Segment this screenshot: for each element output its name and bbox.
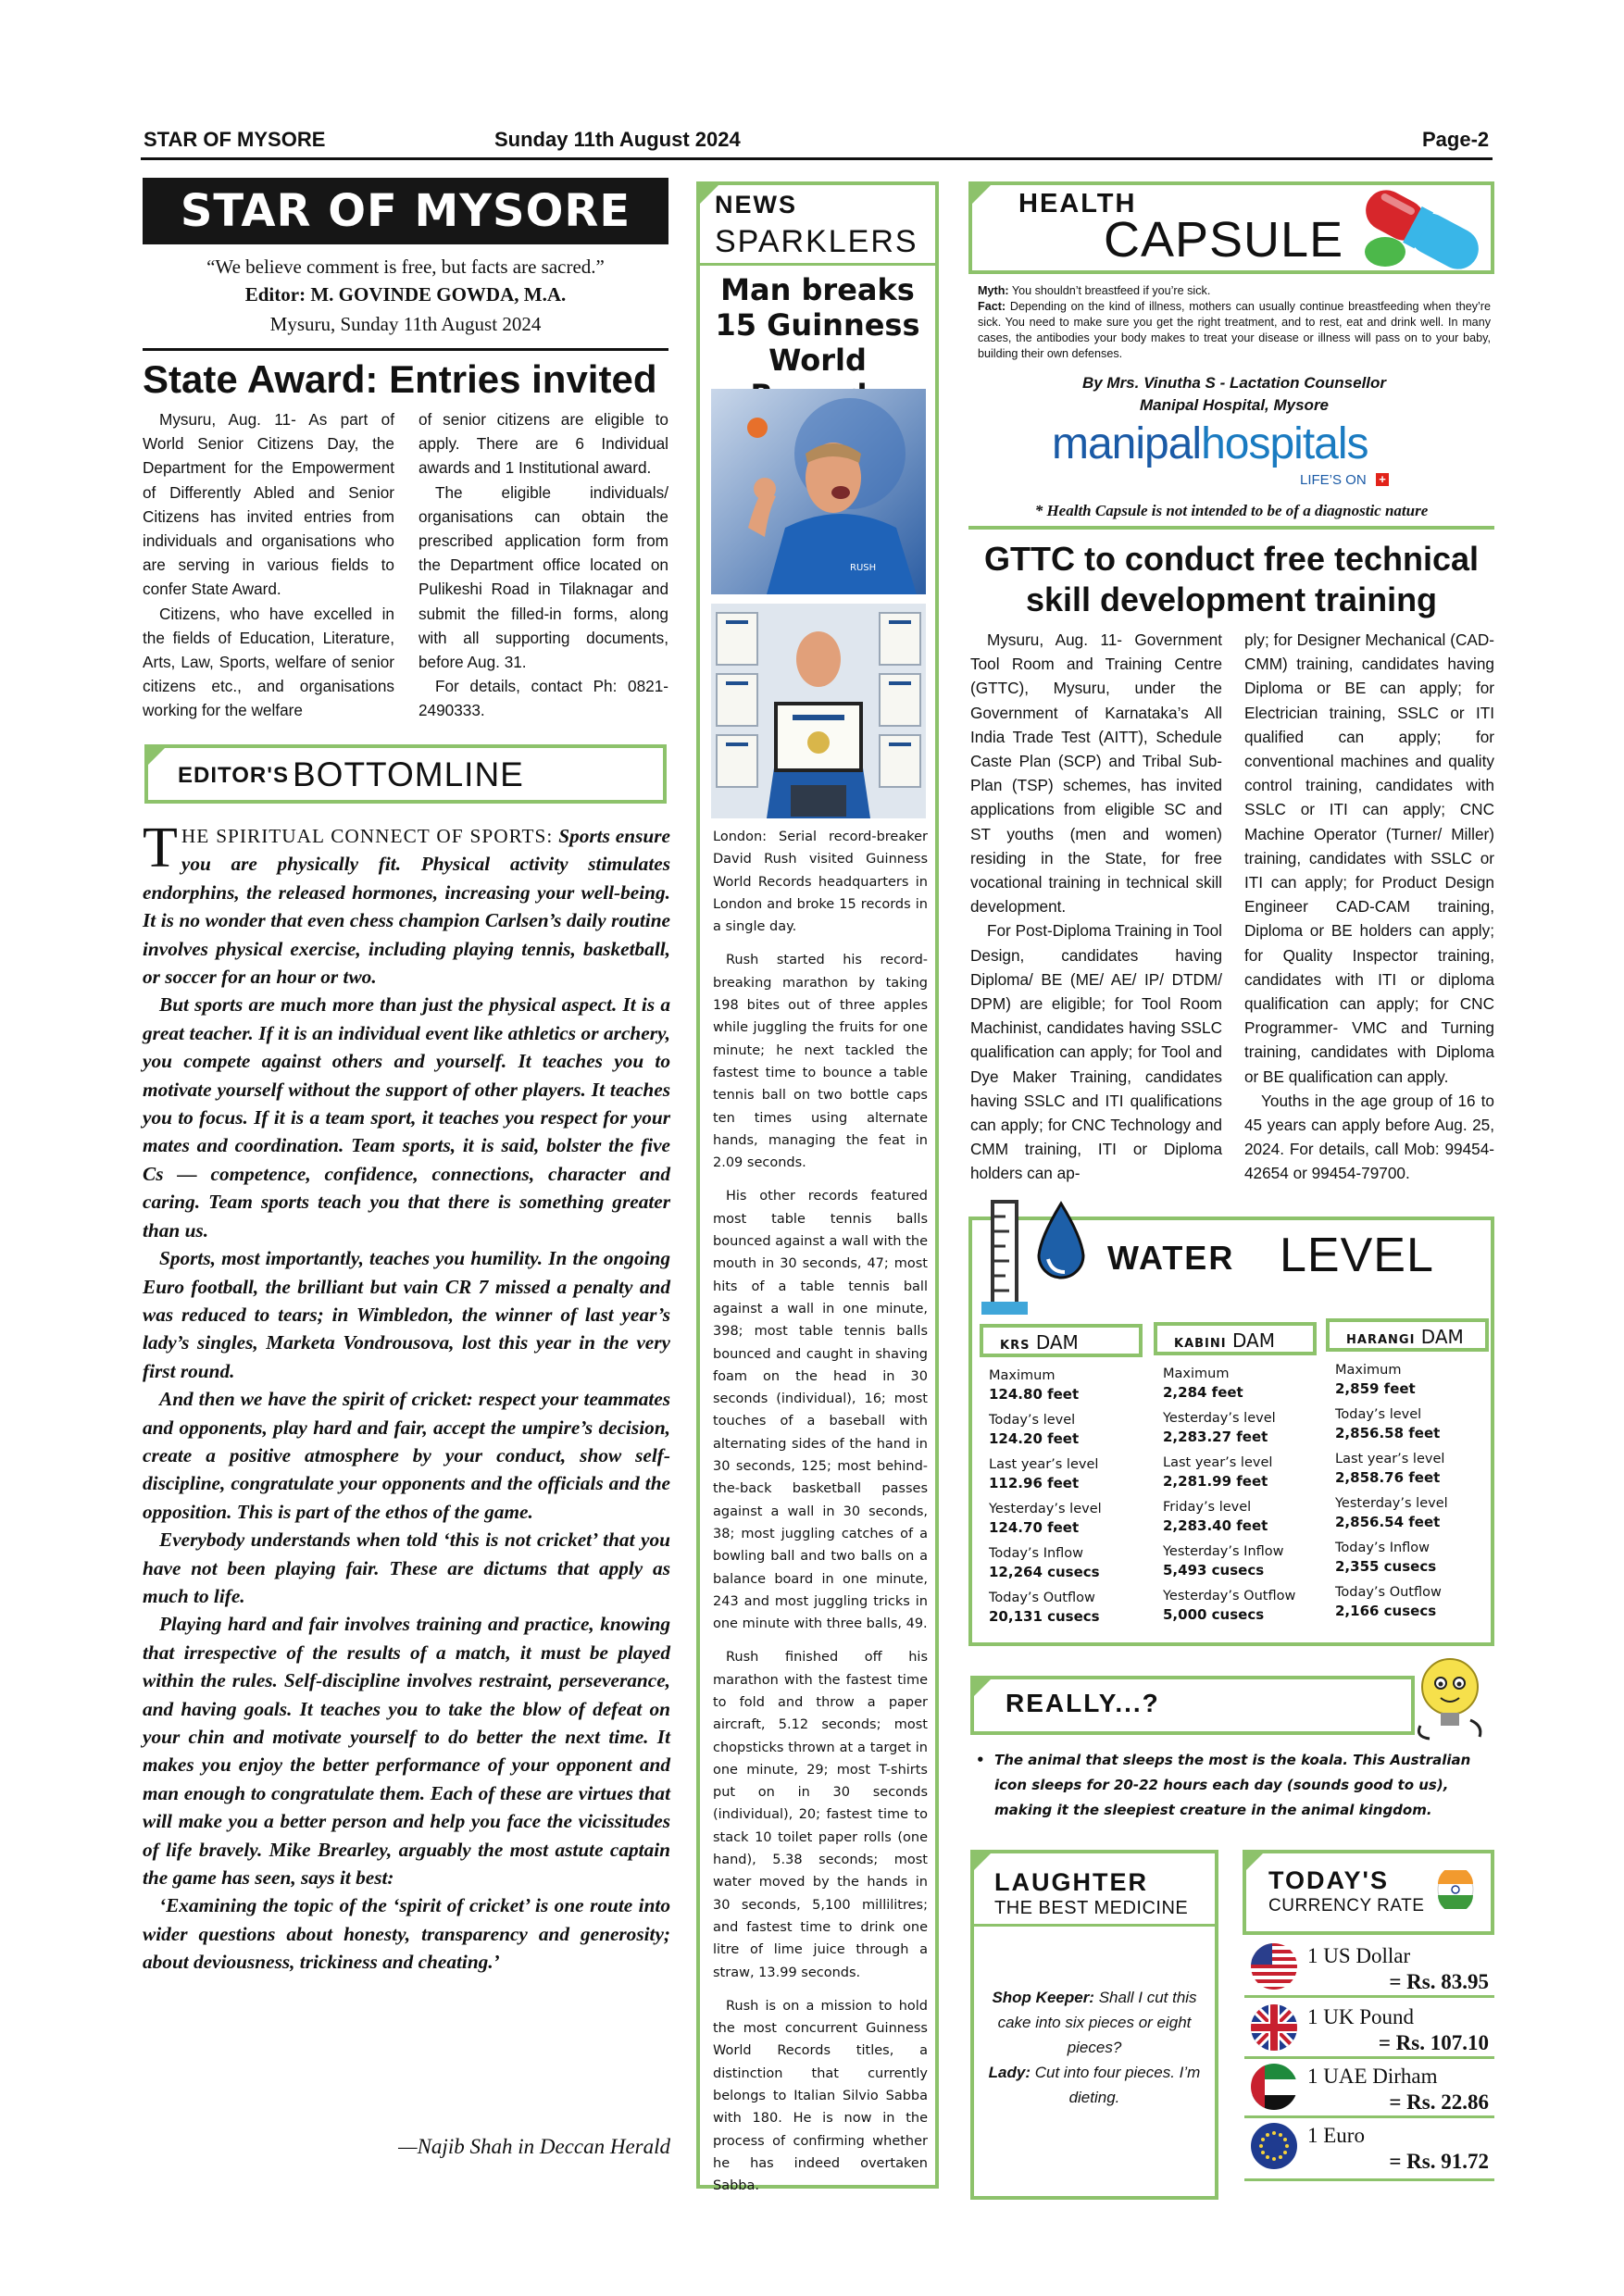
gttc-col-1	[970, 628, 1222, 1186]
health-fact	[978, 299, 1491, 362]
paragraph: Rush is on a mission to hold the most concurrent Guinness World Records titles, a distinction that currently belongs to Italian Silvio Sabba with 180. He is now in the process of confirming whether he has indeed overtaken Sabba.	[713, 1998, 928, 2194]
currency-name: 1 UAE Dirham	[1307, 2065, 1438, 2088]
laughter-title: LAUGHTER	[994, 1868, 1148, 1896]
manipal-logo-b: hospitals	[1201, 419, 1368, 468]
health-label-bold: HEALTH	[1018, 189, 1137, 218]
joke-line-1: Shall I cut this cake into six pieces or eight pieces?	[997, 1989, 1197, 2056]
motto: “We believe comment is free, but facts are sacred.”	[206, 256, 605, 278]
currency-title: TODAY'S	[1268, 1866, 1389, 1894]
uae-flag-icon	[1250, 2063, 1298, 2111]
joke-text	[985, 1985, 1204, 2110]
paragraph: For details, contact Ph: 0821-2490333.	[418, 677, 668, 720]
editorial-body	[143, 817, 670, 1977]
news-label-light: SPARKLERS	[715, 224, 918, 259]
paragraph: Youths in the age group of 16 to 45 years can apply before Aug. 25, 2024. For details, call Mob: 99454-42654 or 99454-79700.	[1244, 1091, 1494, 1183]
water-gauge-icon	[981, 1194, 1091, 1315]
paragraph: Sports, most importantly, teaches you humility. In the ongoing Euro football, the brilliant but vain CR 7 missed a penalty and was reduced to tears; in Wimbledon, the winner of last year’s lady’s singles, Marketa Vondrousova, lost this year in the very first round.	[143, 1247, 670, 1382]
photo-certificates	[711, 604, 926, 818]
corner-flag	[970, 1676, 994, 1700]
corner-flag	[970, 1850, 994, 1874]
bullet: •	[976, 1752, 985, 1768]
laughter-subtitle: THE BEST MEDICINE	[994, 1898, 1189, 1918]
header-page-number: Page-2	[1422, 128, 1490, 151]
paragraph: ply; for Designer Mechanical (CAD-CMM) training, candidates having Diploma or BE can apply; for Electrician training, SSLC or ITI qualified can apply; for conventional machines and quality control training, candidates with SSLC or ITI can apply; CNC Machine Operator (Turner/ Miller) training, candidates with SSLC or ITI can apply; for Product Design Engineer CAD-CAM training, Diploma or BE holders can apply; for Quality Inspector training, candidates with ITI or diploma qualification can apply; for CNC Programmer- VMC and Turning training, candidates with Diploma or BE qualification can apply.	[1244, 630, 1494, 1086]
bottomline-title-light: BOTTOMLINE	[293, 755, 524, 793]
paragraph: Citizens, who have excelled in the fields of Education, Literature, Arts, Law, Sports, welfare of senior citizens etc., and organisations working for the welfare	[143, 604, 394, 720]
corner-flag	[1243, 1850, 1267, 1874]
myth-text: You shouldn’t breastfeed if you’re sick.	[1011, 284, 1211, 297]
corner-flag	[968, 181, 994, 207]
header-paper-name: STAR OF MYSORE	[144, 128, 326, 151]
dam-rows: Maximum 2,859 feet Today’s level 2,856.58 feet Last year’s level 2,858.76 feet Yesterday’s level 2,856.54 feet Today’s Inflow 2,355 cusecs Today’s Outflow 2,166 cusecs	[1335, 1363, 1448, 1619]
paragraph: of senior citizens are eligible to apply. There are 6 Individual awards and 1 Institutional award.	[418, 410, 668, 478]
editorial-lead-caps: HE SPIRITUAL CONNECT OF SPORTS:	[181, 825, 554, 847]
photo-juggling	[711, 389, 926, 594]
state-award-col-1	[143, 407, 394, 723]
dam-rows: Maximum 124.80 feet Today’s level 124.20 feet Last year’s level 112.96 feet Yesterday’s level 124.70 feet Today’s Inflow 12,264 cusecs Today’s Outflow 20,131 cusecs	[989, 1368, 1102, 1625]
really-title: REALLY...?	[1006, 1689, 1160, 1717]
header-rule	[141, 157, 1493, 160]
dam-rows: Maximum 2,284 feet Yesterday’s level 2,283.27 feet Last year’s level 2,281.99 feet Friday’s level 2,283.40 feet Yesterday’s Inflow 5,493 cusecs Yesterday’s Outflow 5,000 cusecs	[1163, 1366, 1296, 1623]
currency-name: 1 US Dollar	[1307, 1944, 1411, 1967]
plus-icon: +	[1376, 473, 1389, 486]
paragraph: ‘Examining the topic of the ‘spirit of cricket’ is one route into wider questions about honesty, transparency and generosity; about deviousness, trickiness and cheating.’	[143, 1894, 670, 1974]
paragraph: Rush started his record-breaking marathon by taking 198 bites out of three apples while juggling the fruits for one minute; he next tackled the fastest time to bounce a table tennis ball on two bottle caps ten times using alternate hands, managing the feat in 2.09 seconds.	[713, 953, 928, 1171]
news-caption: London: Serial record-breaker David Rush visited Guinness World Records headquarters in London and broke 15 records in a single day.	[713, 830, 928, 935]
currency-name: 1 UK Pound	[1307, 2005, 1415, 2028]
state-award-col-2	[418, 407, 668, 723]
currency-subtitle: CURRENCY RATE	[1268, 1896, 1425, 1915]
dam-kabini	[1154, 1322, 1317, 1631]
dam-krs	[980, 1324, 1143, 1633]
health-author: By Mrs. Vinutha S - Lactation Counsellor	[1081, 374, 1387, 392]
joke-speaker-1: Shop Keeper:	[992, 1989, 1094, 2006]
news-label-bold: NEWS	[715, 191, 797, 218]
health-bottom-rule	[968, 526, 1494, 530]
bottomline-header-box	[144, 744, 667, 804]
currency-value: = Rs. 83.95	[1389, 1970, 1489, 1993]
myth-label: Myth:	[978, 284, 1009, 297]
laughter-divider	[974, 1924, 1215, 1927]
currency-name: 1 Euro	[1307, 2124, 1365, 2147]
news-headline: Man breaks 15 Guinness World	[715, 272, 920, 378]
paragraph: His other records featured most table tennis balls bounced against a wall with the mouth in 30 seconds, 47; most hits of a table tennis ball against a wall in one minute, 398; most table tennis balls bounced and caught in shaving foam on the head in 30 seconds (individual), 16; most touches of a baseball with alternating sides of the hand in 30 seconds, 125; most behind-the-back basketball passes against a wall in 30 seconds, 38; most juggling catches of a bowling ball and two balls on a balance board in one minute, 243 and most juggling tricks in one minute with three balls, 49.	[713, 1189, 928, 1632]
manipal-logo-a: manipal	[1052, 419, 1202, 468]
capsule-icon	[1348, 181, 1496, 278]
masthead-logo: STAR OF MYSORE	[143, 178, 668, 244]
paragraph: Rush finished off his marathon with the fastest time to fold and throw a paper aircraft, 5.12 seconds; most chopsticks thrown at a target in one minute, 29; most T-shirts put on in 30 seconds (individual), 20; fastest time to stack 10 toilet paper rolls (one hand), 5.38 seconds; most water moved by the hands in 30 seconds, 5,100 millilitres; and fastest time to drink one litre of lime juice through a straw, 13.99 seconds.	[713, 1650, 928, 1980]
state-award-headline: State Award: Entries invited	[143, 357, 657, 401]
paragraph: Playing hard and fair involves training and practice, knowing that irrespective of the results of a match, it must be played within the rules. Self-discipline involves restraint, perseverance, and having goals. It teaches you to take the blow of defeat on your chin and motivate yourself to do better the next time. It makes you enjoy the better performance of your opponent and man enough to congratulate them. Each of these are virtues that will make you a better person and help you face the vicissitudes of life bravely. Mike Brearley, arguably the most astute captain the game has seen, says it best:	[143, 1613, 670, 1890]
fact-text: Depending on the kind of illness, mothers can usually continue breastfeeding when they’re sick. You need to make sure you get the right treatment, and to rest, eat and drink well. In many cases, the antibodies your body makes to treat your disease or illness will pass on to your baby, building their own defenses.	[978, 300, 1491, 360]
news-body	[713, 826, 928, 2209]
paragraph: But sports are much more than just the physical aspect. It is a great teacher. If it is an individual event like athletics or archery, you compete against others and yourself. It teaches you to motivate yourself without the support of other players. It teaches you to focus. If it is a team sport, it teaches you respect for your mates and coordination. Team sports, it is said, bolster the five Cs — competence, confidence, connections, character and caring. Team sports teach you that there is something greater than us.	[143, 993, 670, 1242]
dropcap: T	[143, 817, 178, 880]
paragraph: For Post-Diploma Training in Tool Design, candidates having Diploma/ BE (ME/ AE/ IP/ DTDM/ DPM) are eligible; for Tool Room Machinist, candidates having SSLC qualification can apply; for Tool and Dye Maker Training, candidates having SSLC and ITI qualifications can apply; for CNC Technology and CMM training, ITI or Diploma holders can ap-	[970, 921, 1222, 1183]
masthead-rule	[143, 348, 668, 351]
joke-line-2: Cut into four pieces. I’m dieting.	[1034, 2064, 1201, 2106]
paragraph: Everybody understands when told ‘this is not cricket’ that you have not been playing fair. These are dictums that apply as much to life.	[143, 1529, 670, 1607]
lightbulb-icon	[1405, 1652, 1491, 1744]
bottomline-title-bold: EDITOR'S	[178, 763, 289, 788]
svg-text:RUSH: RUSH	[850, 563, 877, 573]
joke-speaker-2: Lady:	[988, 2064, 1031, 2081]
currency-value: = Rs. 107.10	[1378, 2031, 1489, 2054]
water-label-light: LEVEL	[1280, 1229, 1434, 1282]
dam-name-box: HARANGI DAM	[1326, 1318, 1489, 1352]
dateline: Mysuru, Sunday 11th August 2024	[269, 313, 542, 335]
dam-harangi	[1326, 1318, 1489, 1628]
paragraph: Mysuru, Aug. 11- Government Tool Room and Training Centre (GTTC), Mysuru, under the Government of Karnataka’s All India Trade Test (AITT), Schedule Caste Plan (SCP) and Tribal Sub-Plan (TSP) schemes, has invited applications from eligible SC and ST youths (men and women) residing in the State, for free vocational training in technical skill development.	[970, 630, 1222, 917]
header-date: Sunday 11th August 2024	[494, 128, 741, 151]
us-flag-icon	[1250, 1942, 1298, 1990]
health-disclaimer: * Health Capsule is not intended to be of a diagnostic nature	[1034, 502, 1429, 519]
currency-value: = Rs. 22.86	[1389, 2090, 1489, 2114]
india-flag-icon	[1437, 1870, 1474, 1909]
corner-flag	[144, 744, 169, 768]
health-myth	[978, 283, 1491, 299]
currency-value: = Rs. 91.72	[1389, 2150, 1489, 2173]
paragraph: Mysuru, Aug. 11- As part of World Senior Citizens Day, the Department for the Empowerment of Differently Abled and Senior Citizens has invited entries from individuals and organisations who are serving in various fields to confer State Award.	[143, 410, 394, 599]
paragraph: Sports ensure you are physically fit. Physical activity stimulates endorphins, the released hormones, increasing your well-being. It is no wonder that even chess champion Carlsen’s daily routine involves physical exercise, including playing tennis, basketball, or soccer for an hour or two.	[143, 825, 670, 989]
gttc-headline: GTTC to conduct free technical skill development training	[983, 540, 1480, 618]
fact-label: Fact:	[978, 300, 1006, 313]
health-hospital: Manipal Hospital, Mysore	[1139, 396, 1330, 414]
editor-line: Editor: M. GOVINDE GOWDA, M.A.	[244, 283, 567, 306]
eu-flag-icon	[1250, 2122, 1298, 2170]
dam-name-box: KRS DAM	[980, 1324, 1143, 1357]
paragraph: And then we have the spirit of cricket: respect your teammates and opponents, play hard and fair, accept the umpire’s decision, create a positive atmosphere by your conduct, show self-discipline, congratulate your opponents and the officials and the opposition. This is part of the ethos of the game.	[143, 1388, 670, 1523]
water-label-bold: WATER	[1107, 1239, 1235, 1277]
news-divider	[698, 263, 937, 266]
uk-flag-icon	[1250, 2003, 1298, 2052]
health-label-light: CAPSULE	[1104, 212, 1344, 268]
manipal-logo	[1052, 418, 1368, 469]
dam-name-box: KABINI DAM	[1154, 1322, 1317, 1355]
gttc-col-2	[1244, 628, 1494, 1186]
really-fact: The animal that sleeps the most is the koala. This Australian icon sleeps for 20-22 hours each day (sounds good to us), making it the sleepiest creature in the animal kingdom.	[994, 1752, 1471, 1818]
editorial-byline: —Najib Shah in Deccan Herald	[398, 2135, 670, 2158]
manipal-tagline: LIFE’S ON	[1300, 472, 1367, 488]
really-text	[976, 1748, 1494, 1823]
paragraph: The eligible individuals/ organisations can obtain the prescribed application form from the Department office located on Pulikeshi Road in Tilaknagar and submit the filled-in forms, along with all supporting documents, before Aug. 31.	[418, 482, 668, 672]
